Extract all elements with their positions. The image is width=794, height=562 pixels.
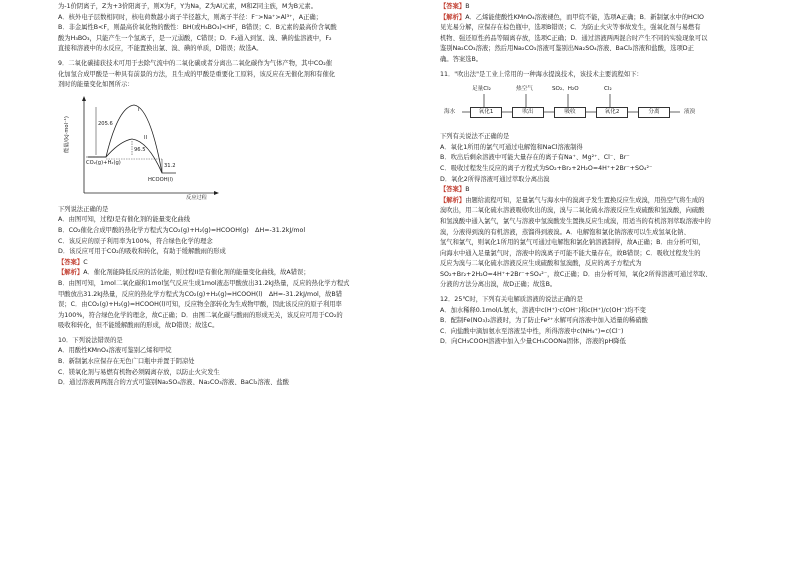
curve-label: I xyxy=(138,106,140,113)
option-d: D．向CH₃COOH溶液中加入少量CH₃COONa固体，溶液的pH降低 xyxy=(440,338,626,346)
text-line: 分液的方法分离出溴，故D正确；故选B。 xyxy=(440,281,557,289)
explanation-tag: 【解析】 xyxy=(440,196,466,204)
question-11: 11．"吹出法"是工业上常用的一种海水提溴技术，该技术主要流程如下： xyxy=(440,70,643,78)
text-line: 误；C．由CO₂(g)+H₂(g)=HCOOH(l)可知，反应物全部转化为生成物甲酸，因此该反应的原子利用率 xyxy=(58,301,342,309)
text-line: SO₂+Br₂+2H₂O=4H⁺+2Br⁻+SO₄²⁻，故C正确；D．由分析可知，氧化2所得溶液可通过萃取、 xyxy=(440,270,712,278)
flow-end: 液溴 xyxy=(684,109,696,116)
option-c: C．吸收过程发生反应的离子方程式为SO₂+Br₂+2H₂O=4H⁺+2Br⁻+SO₄²⁻ xyxy=(440,164,653,172)
value-label: 31.2 xyxy=(164,162,176,169)
reagent-label: SO₂、H₂O xyxy=(552,86,579,93)
option-a: A．加水稀释0.1mol/L氨水，溶液中c(H⁺)·c(OH⁻)和c(H⁺)/c(OH⁻)均不变 xyxy=(440,306,646,314)
answer-9 xyxy=(58,258,396,269)
option-a: A．由图可知，过程I是有催化剂的能量变化曲线 xyxy=(58,216,191,224)
text-line: B．由图可知，1mol二氧化碳和1mol氢气反应生成1mol液态甲酸放出31.2kJ热量，反应的热化学方程式 xyxy=(58,279,350,287)
answer-value: C xyxy=(83,258,88,266)
answer-tag: 【答案】 xyxy=(58,258,84,266)
text-line: 为-1价阴离子，Z为+3价阳离子，则X为F，Y为Na，Z为Al元素，M和Z同主族，M为B元素。 xyxy=(58,3,318,10)
curve-label: II xyxy=(144,134,148,141)
text-line: 溴，分液得到溴的有机溶液，蒸馏得到液溴。A．电解饱和氯化钠溶液可以生成氢氧化钠、 xyxy=(440,228,690,236)
text-line: 反应为溴与二氧化硫水溶液反应生成硫酸和氢溴酸，反应的离子方程式为 xyxy=(440,260,642,268)
text-line: 下列说法正确的是 xyxy=(58,205,109,213)
answer-10 xyxy=(440,2,758,13)
text-line: A．乙烯能使酸性KMnO₄溶液褪色，而甲烷不能，选项A正确；B．新制氯水中的HClO xyxy=(465,13,704,21)
text-line: A．催化剂能降低反应的活化能，则过程II是有催化剂的能量变化曲线，故A错误； xyxy=(83,269,310,277)
option-b: B．配制Fe(NO₃)₂溶液时，为了防止Fe²⁺水解可向溶液中加入适量的稀硝酸 xyxy=(440,317,648,325)
option-b: B．新制氯水应保存在无色广口瓶中并置于阴凉处 xyxy=(58,358,195,366)
text-line: B．非金属性B<F，则最高价氧化物的酸性：BH(或H₃BO₃)<HF，B错误；C．B元素的最高价含氧酸 xyxy=(58,24,337,32)
reagent-label: Cl₂ xyxy=(604,86,612,93)
x-axis-label: 反应过程 xyxy=(186,194,207,201)
question-12: 12．25℃时，下列有关电解质溶液的说法正确的是 xyxy=(440,296,583,304)
value-label: 205.6 xyxy=(98,120,113,127)
option-c: C．该反应的原子利用率为100%，符合绿色化学的理念 xyxy=(58,237,213,245)
text-line: 向海水中通入足量氯气时，溶液中的溴离子可能不能大量存在，故B错误；C．吸收过程发生的 xyxy=(440,249,701,257)
energy-diagram xyxy=(66,93,244,203)
left-column xyxy=(58,0,396,389)
text-line: 见光易分解，应保存在棕色瓶中，选项B错误；C．为防止火灾等事故发生，强氧化剂与易燃有 xyxy=(440,24,701,32)
answer-tag: 【答案】 xyxy=(440,186,466,194)
answer-value: B xyxy=(465,3,470,10)
text-line: 甲酸放出31.2kJ热量，反应的热化学方程式为CO₂(g)+H₂(g)=HCOOH(l) ΔH=-31.2kJ/mol，故B错 xyxy=(58,290,343,298)
product-label: HCOOH(l) xyxy=(148,176,174,183)
option-d: D．氧化2所得溶液可通过萃取分离出溴 xyxy=(440,175,550,183)
text-line: 由题给流程可知，足量氯气与海水中的溴离子发生置换反应生成溴，用热空气将生成的 xyxy=(465,196,705,204)
option-a: A．用酸性KMnO₄溶液可鉴别乙烯和甲烷 xyxy=(58,347,172,355)
option-d: D．该反应可用于CO₂的吸收和转化，有助于缓解酸雨的形成 xyxy=(58,248,226,256)
text-line: 化加氢合成甲酸是一种具有前景的方法，且生成的甲酸是重要化工原料，该反应在无催化剂和有催化 xyxy=(58,70,336,78)
text-line: A．核外电子层数相同时，核电荷数越小离子半径越大，则离子半径：F⁻>Na⁺>Al³⁺，A正确； xyxy=(58,13,323,21)
explanation-tag: 【解析】 xyxy=(58,269,84,277)
text-line: 和氢溴酸中通入氯气，氯气与溶液中氢溴酸发生置换反应生成溴，用适当的有机溶剂萃取溶液中的 xyxy=(440,217,711,225)
explanation-11 xyxy=(440,196,758,207)
flow-step-blowout: 吹出 xyxy=(512,107,544,118)
text-line: 为100%，符合绿色化学的理念，故C正确；D．由图二氧化碳与酸雨的形成无关，该反应可用于CO₂的 xyxy=(58,311,343,319)
option-b: B．CO₂催化合成甲酸的热化学方程式为CO₂(g)+H₂(g)=HCOOH(g) ΔH=-31.2kJ/mol xyxy=(58,226,306,234)
right-column xyxy=(440,0,758,348)
answer-tag: 【答案】 xyxy=(440,3,466,10)
flow-step-oxidation1: 氧化1 xyxy=(470,107,502,118)
text-line: 氢气和氯气，则氧化1所用的氯气可通过电解饱和氯化钠溶液制得，故A正确；B．由分析可知， xyxy=(440,239,705,247)
explanation-9 xyxy=(58,268,396,279)
text-line: 机物、强还原性药品等隔离存放，选项C正确；D．通过溶液两两混合时产生不同的实验现象可以 xyxy=(440,34,708,42)
text-line: 确。答案选B。 xyxy=(440,55,483,63)
explanation-10 xyxy=(440,13,758,24)
question-10: 10．下列说法错误的是 xyxy=(58,336,123,344)
text-line: 下列有关说法不正确的是 xyxy=(440,133,510,141)
reagent-label: 热空气 xyxy=(516,86,533,93)
text-line: 酸为H₃BO₃，只能产生一个氢离子，是一元弱酸，C错误；D．F₂通入到氢、溴、碘的盐溶液中，F₂ xyxy=(58,34,332,42)
flow-step-absorb: 吸收 xyxy=(554,107,586,118)
question-9: 9．二氧化碳捕获技术可用于去除气流中的二氧化碳或者分离出二氧化碳作为气体产物，其中CO₂催 xyxy=(58,59,333,67)
flow-step-oxidation2: 氧化2 xyxy=(596,107,628,118)
flow-step-separate: 分离 xyxy=(638,107,670,118)
text-line: 鉴别Na₂CO₃溶液；然后用Na₂CO₃溶液可鉴别出Na₂SO₄溶液、BaCl₂溶液和盐酸，选项D正 xyxy=(440,45,694,53)
energy-diagram-svg xyxy=(66,93,244,203)
text-line: 剂时的能量变化如图所示： xyxy=(58,81,134,89)
option-a: A．氧化1所用的氯气可通过电解饱和NaCl溶液制得 xyxy=(440,143,583,151)
option-c: C．向盐酸中滴加氨水至溶液呈中性，所得溶液中c(NH₄⁺)=c(Cl⁻) xyxy=(440,327,624,335)
answer-value: B xyxy=(465,186,470,194)
option-b: B．吹出后剩余溶液中可能大量存在的离子有Na⁺、Mg²⁺、Cl⁻、Br⁻ xyxy=(440,154,630,162)
flow-diagram xyxy=(442,82,758,128)
flow-start: 海水 xyxy=(444,109,456,116)
text-line: 吸收和转化，但不能缓解酸雨的形成，故D错误；故选C。 xyxy=(58,322,219,330)
option-c: C．镁氧化剂与易燃有机物必须隔离存放，以防止火灾发生 xyxy=(58,368,220,376)
text-line: 直接和溶液中的水反应，不能置换出氯、溴、碘的单质，D错误；故选A。 xyxy=(58,45,263,53)
y-axis-label: 能量/(kJ·mol⁻¹) xyxy=(64,115,70,153)
answer-11 xyxy=(440,185,758,196)
option-d: D．通过溶液两两混合的方式可鉴别Na₂SO₄溶液、Na₂CO₃溶液、BaCl₂溶液、盐酸 xyxy=(58,379,289,387)
value-label: 96.5 xyxy=(134,146,146,153)
reagent-label: 足量Cl₂ xyxy=(472,86,491,93)
text-line: 溴吹出，用二氧化硫水溶液吸收吹出的溴，溴与二氧化硫水溶液反应生成硫酸和氢溴酸，向硫酸 xyxy=(440,207,705,215)
explanation-tag: 【解析】 xyxy=(440,13,466,21)
reactant-label: CO₂(g)+H₂(g) xyxy=(86,159,121,166)
